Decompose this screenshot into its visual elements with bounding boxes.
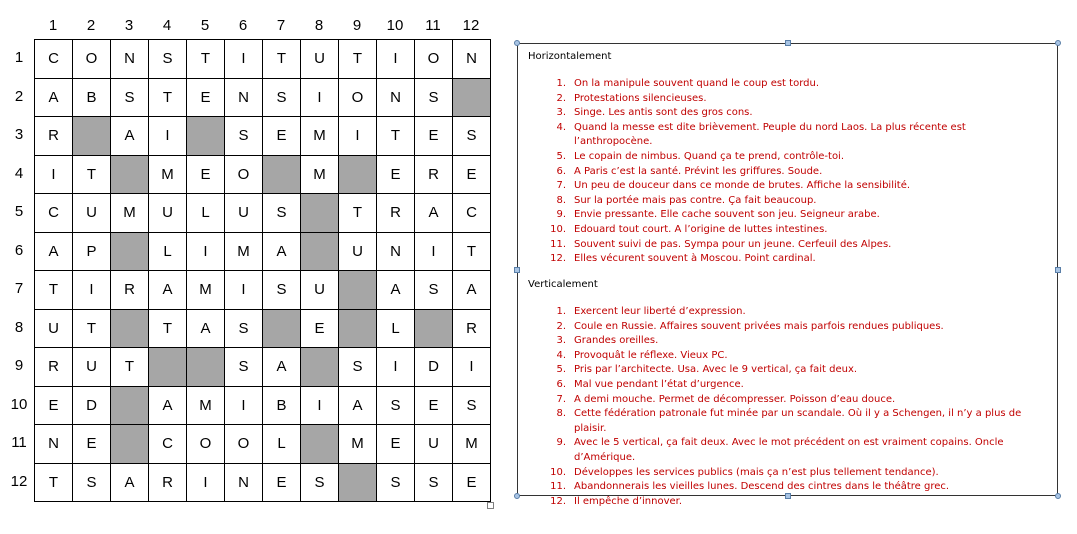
grid-cell[interactable]: T	[35, 271, 73, 310]
resize-handle-top-left[interactable]	[514, 40, 520, 46]
clue-number: 11.	[550, 481, 566, 493]
horizontal-clue	[528, 165, 1053, 180]
grid-cell[interactable]: O	[225, 425, 263, 464]
black-cell	[111, 425, 149, 464]
clue-number: 3.	[556, 107, 566, 119]
black-cell	[339, 271, 377, 310]
grid-cell[interactable]: M	[301, 156, 339, 195]
row-number: 1	[14, 49, 24, 66]
horizontal-clue	[528, 194, 1053, 209]
clue-number: 6.	[556, 165, 566, 177]
grid-cell[interactable]: E	[187, 79, 225, 118]
grid-cell[interactable]: E	[453, 156, 491, 195]
grid-cell[interactable]: M	[111, 194, 149, 233]
clue-text: Protestations silencieuses.	[574, 92, 707, 104]
grid-cell[interactable]: I	[225, 271, 263, 310]
grid-cell[interactable]: N	[225, 464, 263, 503]
crossword-grid[interactable]	[34, 39, 491, 502]
column-number: 6	[238, 17, 248, 34]
column-number: 2	[86, 17, 96, 34]
clue-number: 4.	[556, 121, 566, 133]
grid-cell[interactable]: S	[415, 464, 453, 503]
clue-text: Edouard tout court. A l’origine de luttes intestines.	[574, 223, 828, 235]
grid-cell[interactable]: L	[263, 425, 301, 464]
clues-text-box[interactable]	[517, 43, 1058, 507]
clue-number: 10.	[550, 223, 566, 235]
grid-cell[interactable]: D	[415, 348, 453, 387]
grid-cell[interactable]: N	[377, 79, 415, 118]
grid-cell[interactable]: A	[35, 233, 73, 272]
clue-text: Exercent leur liberté d’expression.	[574, 306, 746, 317]
row-number: 3	[14, 126, 24, 143]
clue-number: 8.	[556, 194, 566, 206]
column-number: 1	[48, 17, 58, 34]
grid-cell[interactable]: T	[73, 310, 111, 349]
clue-text: Mal vue pendant l’état d’urgence.	[574, 378, 744, 390]
grid-cell[interactable]: C	[453, 194, 491, 233]
grid-cell[interactable]: O	[225, 156, 263, 195]
grid-cell[interactable]: R	[377, 194, 415, 233]
grid-cell[interactable]: U	[73, 348, 111, 387]
grid-cell[interactable]: U	[301, 271, 339, 310]
grid-cell[interactable]: S	[453, 117, 491, 156]
grid-cell[interactable]: T	[111, 348, 149, 387]
black-cell	[111, 156, 149, 195]
clue-number: 3.	[556, 335, 566, 347]
clue-number: 7.	[556, 180, 566, 192]
grid-cell[interactable]: E	[263, 117, 301, 156]
grid-cell[interactable]: R	[453, 310, 491, 349]
grid-cell[interactable]: A	[339, 387, 377, 426]
grid-cell[interactable]: A	[415, 194, 453, 233]
grid-cell[interactable]: I	[453, 348, 491, 387]
horizontal-clue	[528, 92, 1053, 107]
column-number: 8	[314, 17, 324, 34]
column-number: 4	[162, 17, 172, 34]
black-cell	[149, 348, 187, 387]
grid-cell[interactable]: S	[111, 79, 149, 118]
clue-text: On la manipule souvent quand le coup est tordu.	[574, 78, 819, 89]
grid-cell[interactable]: P	[73, 233, 111, 272]
grid-cell[interactable]: T	[187, 40, 225, 79]
grid-cell[interactable]: T	[339, 194, 377, 233]
grid-resize-handle[interactable]	[487, 502, 494, 509]
grid-cell[interactable]: S	[453, 387, 491, 426]
grid-cell[interactable]: U	[225, 194, 263, 233]
grid-cell[interactable]: E	[263, 464, 301, 503]
grid-cell[interactable]: L	[149, 233, 187, 272]
grid-cell[interactable]: N	[453, 40, 491, 79]
clue-number: 8.	[556, 408, 566, 420]
grid-cell[interactable]: T	[149, 79, 187, 118]
clue-text: Avec le 5 vertical, ça fait deux. Avec le mot précédent on est vraiment copains. Oncle d’Amérique.	[574, 437, 1004, 463]
grid-cell[interactable]: M	[225, 233, 263, 272]
grid-cell[interactable]: R	[149, 464, 187, 503]
resize-handle-top-right[interactable]	[1055, 40, 1061, 46]
vertical-title: Verticalement	[528, 279, 598, 290]
grid-cell[interactable]: T	[149, 310, 187, 349]
clue-number: 6.	[556, 378, 566, 390]
grid-cell[interactable]: I	[187, 464, 225, 503]
grid-cell[interactable]: I	[377, 348, 415, 387]
grid-cell[interactable]: U	[415, 425, 453, 464]
grid-cell[interactable]: S	[225, 348, 263, 387]
black-cell	[301, 348, 339, 387]
column-number: 5	[200, 17, 210, 34]
grid-cell[interactable]: I	[73, 271, 111, 310]
clue-number: 9.	[556, 209, 566, 221]
horizontal-clue	[528, 179, 1053, 194]
resize-handle-bottom-right[interactable]	[1055, 493, 1061, 499]
grid-cell[interactable]: S	[415, 271, 453, 310]
column-number: 3	[124, 17, 134, 34]
grid-cell[interactable]: E	[415, 117, 453, 156]
grid-cell[interactable]: I	[187, 233, 225, 272]
horizontal-clue	[528, 223, 1053, 238]
black-cell	[339, 464, 377, 503]
column-number: 7	[276, 17, 286, 34]
column-number: 11	[425, 17, 441, 34]
row-number: 2	[14, 87, 24, 105]
grid-cell[interactable]: N	[225, 79, 263, 118]
grid-cell[interactable]: M	[453, 425, 491, 464]
clue-text: Un peu de douceur dans ce monde de brutes. Affiche la sensibilité.	[574, 180, 911, 192]
vertical-clue	[528, 393, 1053, 408]
grid-cell[interactable]: S	[73, 464, 111, 503]
clue-text: Développes les services publics (mais ça n’est plus tellement tendance).	[574, 466, 939, 478]
clue-number: 9.	[556, 437, 566, 449]
clue-text: Cette fédération patronale fut minée par un scandale. Où il y a Schengen, il n’y a plus de plaisir.	[574, 408, 1022, 434]
black-cell	[111, 310, 149, 349]
clue-text: Grandes oreilles.	[574, 335, 659, 347]
grid-cell[interactable]: C	[35, 194, 73, 233]
row-number: 6	[14, 241, 24, 259]
grid-cell[interactable]: N	[35, 425, 73, 464]
grid-cell[interactable]: M	[187, 387, 225, 426]
grid-cell[interactable]: C	[149, 425, 187, 464]
grid-cell[interactable]: R	[111, 271, 149, 310]
grid-cell[interactable]: I	[35, 156, 73, 195]
grid-cell[interactable]: S	[377, 387, 415, 426]
grid-cell[interactable]: C	[35, 40, 73, 79]
grid-cell[interactable]: U	[301, 40, 339, 79]
horizontal-clue	[528, 252, 1053, 267]
resize-handle-right[interactable]	[1055, 267, 1061, 273]
grid-cell[interactable]: U	[339, 233, 377, 272]
row-number: 10	[10, 395, 28, 413]
clue-number: 10.	[550, 466, 566, 478]
grid-cell[interactable]: B	[73, 79, 111, 118]
resize-handle-bottom-left[interactable]	[514, 493, 520, 499]
grid-cell[interactable]: E	[35, 387, 73, 426]
grid-cell[interactable]: M	[301, 117, 339, 156]
grid-cell[interactable]: T	[339, 40, 377, 79]
column-number: 9	[352, 17, 362, 34]
crossword-area	[0, 0, 500, 534]
grid-cell[interactable]: I	[339, 117, 377, 156]
grid-cell[interactable]: T	[453, 233, 491, 272]
clue-text: Envie pressante. Elle cache souvent son jeu. Seigneur arabe.	[574, 209, 880, 221]
grid-cell[interactable]: T	[377, 117, 415, 156]
grid-cell[interactable]: I	[301, 79, 339, 118]
grid-cell[interactable]: S	[263, 79, 301, 118]
horizontal-clue	[528, 77, 1053, 92]
grid-cell[interactable]: A	[453, 271, 491, 310]
horizontal-clue-list	[528, 77, 1053, 267]
column-number: 12	[462, 17, 480, 34]
grid-cell[interactable]: S	[225, 310, 263, 349]
row-number: 7	[14, 280, 24, 297]
black-cell	[263, 156, 301, 195]
black-cell	[111, 233, 149, 272]
grid-cell[interactable]: A	[149, 271, 187, 310]
grid-cell[interactable]: S	[225, 117, 263, 156]
vertical-clue	[528, 436, 1053, 465]
clue-number: 7.	[556, 393, 566, 405]
grid-cell[interactable]: M	[149, 156, 187, 195]
grid-cell[interactable]: M	[339, 425, 377, 464]
grid-cell[interactable]: I	[225, 387, 263, 426]
grid-cell[interactable]: E	[377, 425, 415, 464]
grid-cell[interactable]: E	[73, 425, 111, 464]
black-cell	[301, 425, 339, 464]
grid-cell[interactable]: I	[225, 40, 263, 79]
row-number: 5	[14, 203, 24, 220]
grid-cell[interactable]: N	[377, 233, 415, 272]
clue-text: Singe. Les antis sont des gros cons.	[574, 107, 753, 119]
clue-number: 5.	[556, 150, 566, 162]
grid-cell[interactable]: M	[187, 271, 225, 310]
grid-cell[interactable]: A	[377, 271, 415, 310]
grid-cell[interactable]: O	[73, 40, 111, 79]
clue-number: 1.	[556, 78, 566, 89]
vertical-clue	[528, 363, 1053, 378]
grid-cell[interactable]: I	[377, 40, 415, 79]
horizontal-title: Horizontalement	[528, 51, 612, 62]
black-cell	[453, 79, 491, 118]
grid-cell[interactable]: A	[111, 117, 149, 156]
grid-cell[interactable]: S	[263, 194, 301, 233]
vertical-clue	[528, 305, 1053, 320]
grid-cell[interactable]: A	[263, 348, 301, 387]
grid-cell[interactable]: U	[73, 194, 111, 233]
black-cell	[339, 310, 377, 349]
black-cell	[111, 387, 149, 426]
black-cell	[73, 117, 111, 156]
grid-cell[interactable]: S	[149, 40, 187, 79]
row-number: 4	[14, 164, 24, 182]
clue-text: Quand la messe est dite brièvement. Peuple du nord Laos. La plus récente est l’anthropocène.	[574, 121, 966, 148]
grid-cell[interactable]: L	[187, 194, 225, 233]
clue-number: 1.	[556, 306, 566, 317]
grid-cell[interactable]: N	[111, 40, 149, 79]
grid-cell[interactable]: S	[415, 79, 453, 118]
row-number: 12	[10, 472, 28, 490]
resize-handle-top[interactable]	[785, 40, 791, 46]
vertical-clue-list	[528, 305, 1053, 509]
grid-cell[interactable]: T	[263, 40, 301, 79]
grid-cell[interactable]: E	[453, 464, 491, 503]
clue-text: Le copain de nimbus. Quand ça te prend, contrôle-toi.	[574, 150, 845, 162]
clue-text: A demi mouche. Permet de décompresser. Poisson d’eau douce.	[574, 393, 896, 405]
vertical-clue	[528, 349, 1053, 364]
horizontal-clue	[528, 150, 1053, 165]
grid-cell[interactable]: I	[301, 387, 339, 426]
clue-text: Coule en Russie. Affaires souvent privées mais parfois rendues publiques.	[574, 320, 944, 332]
clue-number: 11.	[550, 238, 566, 250]
black-cell	[301, 233, 339, 272]
grid-cell[interactable]: I	[149, 117, 187, 156]
vertical-clue	[528, 334, 1053, 349]
grid-cell[interactable]: S	[377, 464, 415, 503]
grid-cell[interactable]: E	[187, 156, 225, 195]
black-cell	[187, 117, 225, 156]
horizontal-clue	[528, 121, 1053, 150]
clue-text: Abandonnerais les vieilles lunes. Descend des cintres dans le théâtre grec.	[574, 481, 950, 493]
grid-cell[interactable]: R	[35, 117, 73, 156]
black-cell	[263, 310, 301, 349]
clue-text: Provoquât le réflexe. Vieux PC.	[574, 349, 728, 361]
clue-number: 4.	[556, 349, 566, 361]
grid-cell[interactable]: T	[73, 156, 111, 195]
grid-cell[interactable]: A	[187, 310, 225, 349]
row-number: 8	[14, 318, 24, 336]
vertical-clue	[528, 407, 1053, 436]
grid-cell[interactable]: R	[415, 156, 453, 195]
clue-number: 5.	[556, 364, 566, 376]
vertical-clue	[528, 480, 1053, 495]
grid-cell[interactable]: B	[263, 387, 301, 426]
grid-cell[interactable]: A	[35, 79, 73, 118]
grid-cell[interactable]: E	[415, 387, 453, 426]
grid-cell[interactable]: A	[263, 233, 301, 272]
grid-cell[interactable]: U	[35, 310, 73, 349]
vertical-clue	[528, 466, 1053, 481]
black-cell	[339, 156, 377, 195]
clue-number: 2.	[556, 320, 566, 332]
clue-number: 2.	[556, 92, 566, 104]
grid-cell[interactable]: O	[415, 40, 453, 79]
clue-text: Pris par l’architecte. Usa. Avec le 9 vertical, ça fait deux.	[574, 364, 858, 376]
clue-text: Souvent suivi de pas. Sympa pour un jeune. Cerfeuil des Alpes.	[574, 238, 892, 250]
grid-cell[interactable]: U	[149, 194, 187, 233]
clue-text: Elles vécurent souvent à Moscou. Point cardinal.	[574, 253, 816, 265]
grid-cell[interactable]: S	[339, 348, 377, 387]
horizontal-clue	[528, 238, 1053, 253]
black-cell	[415, 310, 453, 349]
clue-text: A Paris c’est la santé. Prévint les griffures. Soude.	[574, 165, 823, 177]
row-number: 11	[11, 434, 27, 451]
vertical-clue	[528, 378, 1053, 393]
grid-cell[interactable]: O	[339, 79, 377, 118]
grid-cell[interactable]: L	[377, 310, 415, 349]
vertical-clue	[528, 320, 1053, 335]
black-cell	[187, 348, 225, 387]
grid-cell[interactable]: R	[35, 348, 73, 387]
vertical-clue	[528, 495, 1053, 510]
grid-cell[interactable]: A	[111, 464, 149, 503]
grid-cell[interactable]: I	[415, 233, 453, 272]
clue-number: 12.	[550, 495, 566, 507]
grid-cell[interactable]: E	[377, 156, 415, 195]
grid-cell[interactable]: E	[301, 310, 339, 349]
grid-cell[interactable]: D	[73, 387, 111, 426]
clue-number: 12.	[550, 253, 566, 265]
column-number: 10	[386, 17, 404, 34]
black-cell	[301, 194, 339, 233]
grid-cell[interactable]: T	[35, 464, 73, 503]
grid-cell[interactable]: S	[263, 271, 301, 310]
horizontal-clue	[528, 208, 1053, 223]
grid-cell[interactable]: S	[301, 464, 339, 503]
grid-cell[interactable]: O	[187, 425, 225, 464]
resize-handle-left[interactable]	[514, 267, 520, 273]
clue-text: Sur la portée mais pas contre. Ça fait beaucoup.	[574, 194, 817, 206]
clue-text: Il empêche d’innover.	[574, 495, 683, 507]
row-number: 9	[14, 357, 24, 374]
grid-cell[interactable]: A	[149, 387, 187, 426]
horizontal-clue	[528, 106, 1053, 121]
